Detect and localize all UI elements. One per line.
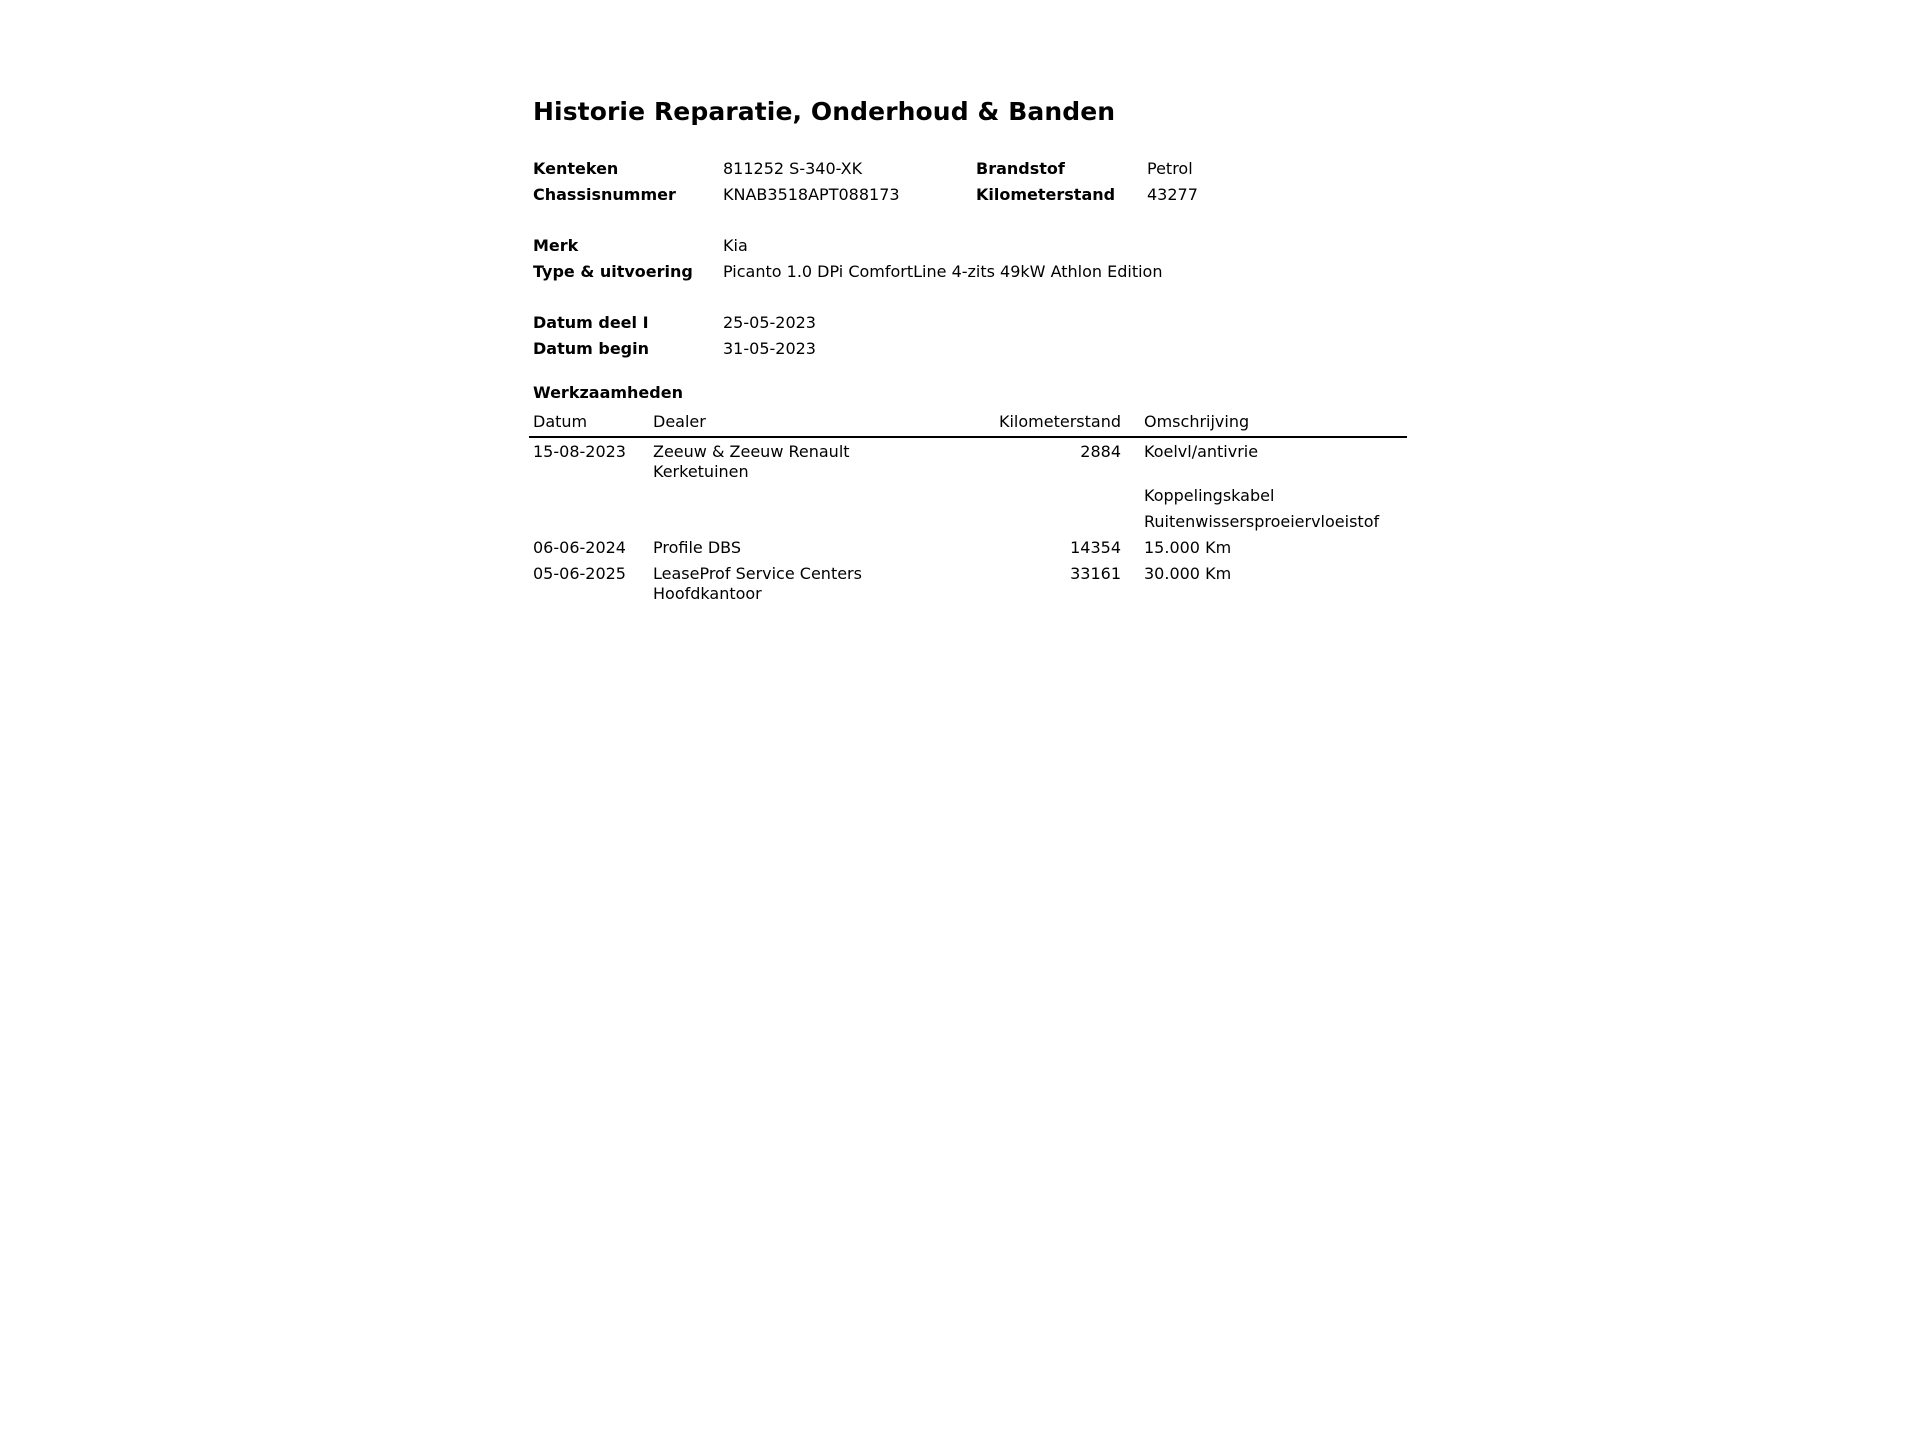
work-table	[529, 412, 1407, 606]
header-dealer: Dealer	[653, 412, 706, 431]
merk-value: Kia	[723, 236, 748, 255]
row-description	[1144, 442, 1404, 538]
kenteken-value: 811252 S-340-XK	[723, 159, 863, 178]
row-km: 33161	[1070, 564, 1121, 583]
table-row	[529, 560, 1407, 606]
datum-deel-label: Datum deel I	[533, 313, 649, 332]
row-dealer	[653, 442, 913, 482]
brandstof-value: Petrol	[1147, 159, 1193, 178]
dealer-line: Zeeuw & Zeeuw Renault	[653, 442, 850, 461]
row-km: 14354	[1070, 538, 1121, 557]
type-uitvoering-label: Type & uitvoering	[533, 262, 693, 281]
row-dealer	[653, 564, 913, 604]
row-dealer	[653, 538, 913, 558]
header-datum: Datum	[533, 412, 588, 431]
merk-label: Merk	[533, 236, 579, 255]
table-header	[529, 412, 1407, 438]
dealer-line: LeaseProf Service Centers	[653, 564, 862, 583]
dealer-line: Profile DBS	[653, 538, 742, 557]
werkzaamheden-title: Werkzaamheden	[533, 383, 683, 402]
header-kilometerstand: Kilometerstand	[998, 412, 1121, 431]
brandstof-label: Brandstof	[976, 159, 1065, 178]
dealer-line: Hoofdkantoor	[653, 584, 762, 603]
description-line: Koppelingskabel	[1144, 486, 1275, 505]
row-description: 15.000 Km	[1144, 538, 1232, 557]
chassisnummer-value: KNAB3518APT088173	[723, 185, 900, 204]
row-date: 05-06-2025	[533, 564, 626, 583]
kenteken-label: Kenteken	[533, 159, 619, 178]
table-row	[529, 438, 1407, 534]
row-description: 30.000 Km	[1144, 564, 1232, 583]
row-date: 06-06-2024	[533, 538, 626, 557]
dealer-line: Kerketuinen	[653, 462, 749, 481]
chassisnummer-label: Chassisnummer	[533, 185, 676, 204]
datum-deel-value: 25-05-2023	[723, 313, 816, 332]
row-date: 15-08-2023	[533, 442, 626, 461]
datum-begin-label: Datum begin	[533, 339, 649, 358]
kilometerstand-label: Kilometerstand	[976, 185, 1116, 204]
table-row	[529, 534, 1407, 560]
datum-begin-value: 31-05-2023	[723, 339, 816, 358]
header-omschrijving: Omschrijving	[1144, 412, 1250, 431]
description-line: Ruitenwissersproeiervloeistof	[1144, 512, 1380, 531]
document-title: Historie Reparatie, Onderhoud & Banden	[533, 97, 1116, 126]
type-uitvoering-value: Picanto 1.0 DPi ComfortLine 4-zits 49kW Athlon Edition	[723, 262, 1163, 281]
description-line: Koelvl/antivrie	[1144, 442, 1259, 461]
row-km: 2884	[1080, 442, 1121, 461]
kilometerstand-value: 43277	[1147, 185, 1198, 204]
